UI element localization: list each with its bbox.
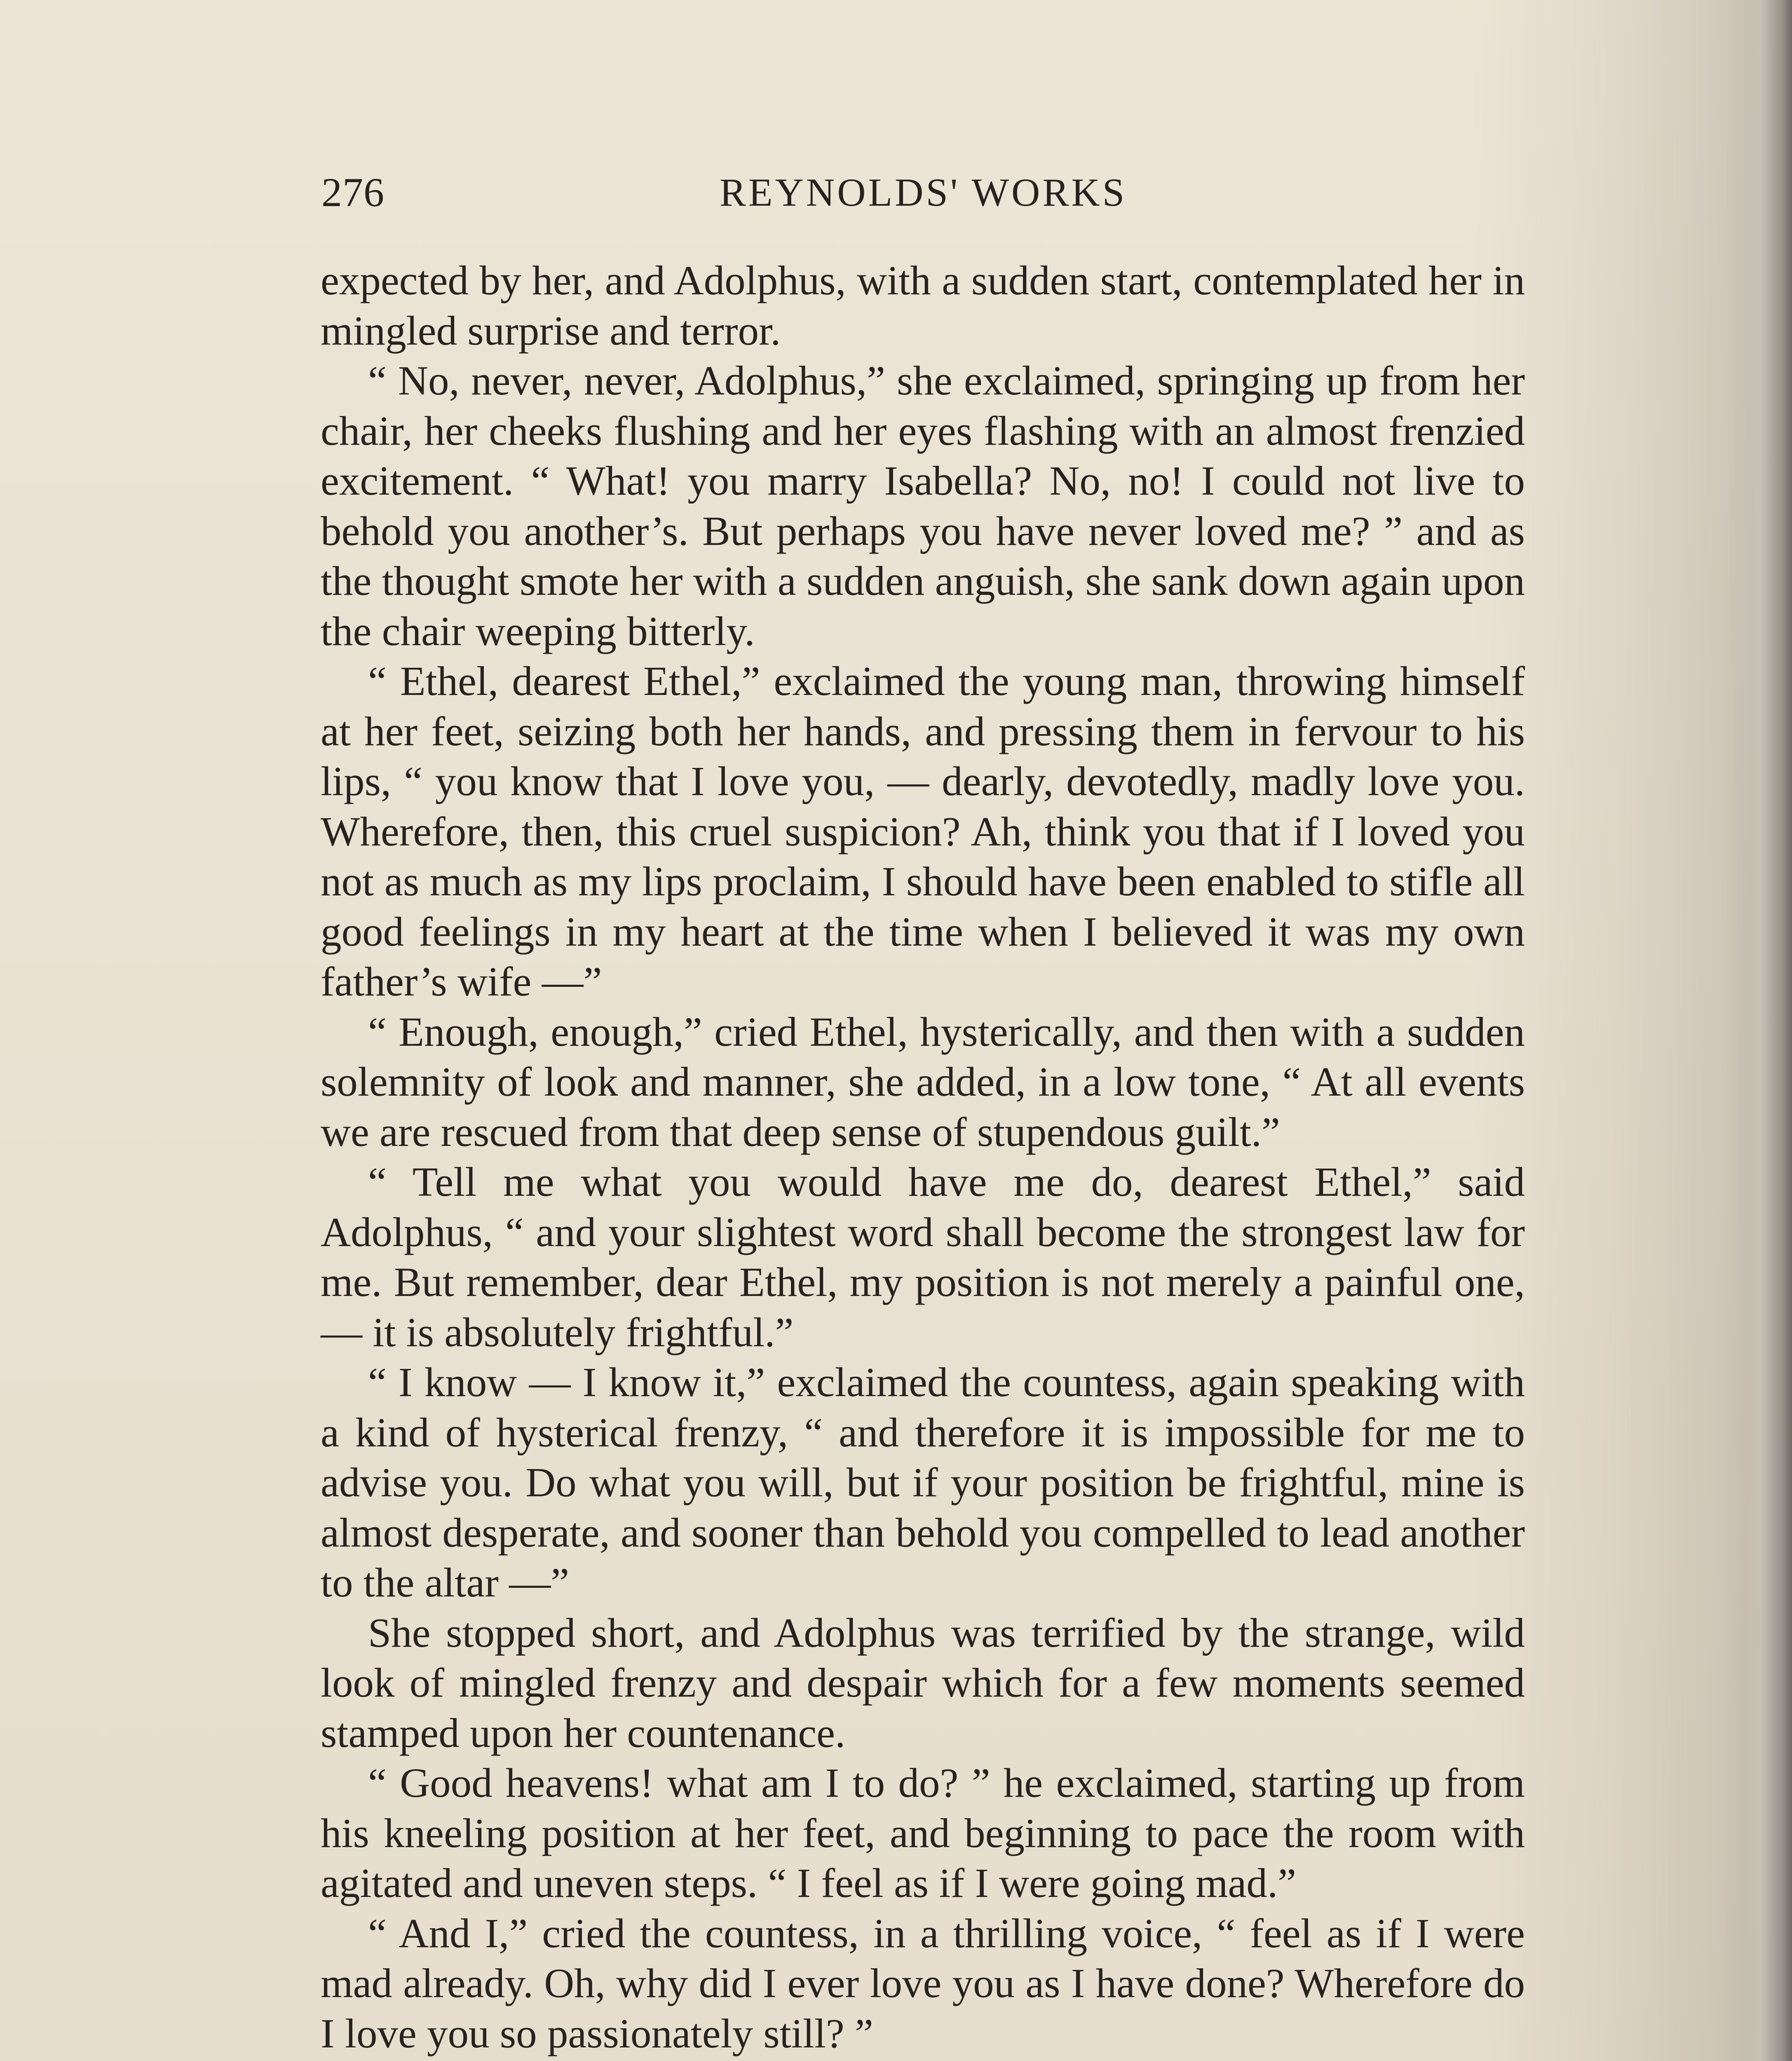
body-text	[321, 256, 1525, 2059]
page-header	[321, 162, 1525, 223]
page-number: 276	[321, 169, 385, 215]
paragraph-1: expected by her, and Adolphus, with a sudden start, contemplated her in mingled surprise and terror.	[321, 257, 1525, 354]
paragraph-7: She stopped short, and Adolphus was terrified by the strange, wild look of mingled frenzy and despair which for a few moments seemed stamped upon her countenance.	[321, 1609, 1525, 1756]
paragraph-3: “ Ethel, dearest Ethel,” exclaimed the young man, throwing himself at her feet, seizing both her hands, and pressing them in fervour to his lips, “ you know that I love you, — dearly, devotedly, madly love you. Wherefore, then, this cruel suspicion? Ah, think you that if I loved you not as much as my lips proclaim, I should have been enabled to stifle all good feelings in my heart at the time when I believed it was my own father’s wife —”	[321, 658, 1525, 1005]
paragraph-2: “ No, never, never, Adolphus,” she exclaimed, springing up from her chair, her cheeks flushing and her eyes flashing with an almost frenzied excitement. “ What! you marry Isabella? No, no! I could not live to behold you another’s. But perhaps you have never loved me? ” and as the thought smote her with a sudden anguish, she sank down again upon the chair weeping bitterly.	[321, 357, 1525, 654]
paragraph-4: “ Enough, enough,” cried Ethel, hysterically, and then with a sudden solemnity of look and manner, she added, in a low tone, “ At all events we are rescued from that deep sense of stupendous guilt.”	[321, 1008, 1525, 1155]
paragraph-6: “ I know — I know it,” exclaimed the countess, again speaking with a kind of hysterical frenzy, “ and therefore it is impossible for me to advise you. Do what you will, but if your position be frightful, mine is almost desperate, and sooner than behold you compelled to lead another to the altar —”	[321, 1359, 1525, 1606]
running-head: REYNOLDS' WORKS	[719, 170, 1127, 214]
paragraph-9: “ And I,” cried the countess, in a thrilling voice, “ feel as if I were mad already. Oh, why did I ever love you as I have done? Wherefore do I love you so passionately still? ”	[321, 1910, 1525, 2056]
paragraph-8: “ Good heavens! what am I to do? ” he exclaimed, starting up from his kneeling position at her feet, and beginning to pace the room with agitated and uneven steps. “ I feel as if I were going mad.”	[321, 1760, 1525, 1906]
page-edge-shadow	[1734, 0, 1792, 2061]
paragraph-5: “ Tell me what you would have me do, dearest Ethel,” said Adolphus, “ and your slightest word shall become the strongest law for me. But remember, dear Ethel, my position is not merely a painful one, — it is absolutely frightful.”	[321, 1159, 1525, 1355]
